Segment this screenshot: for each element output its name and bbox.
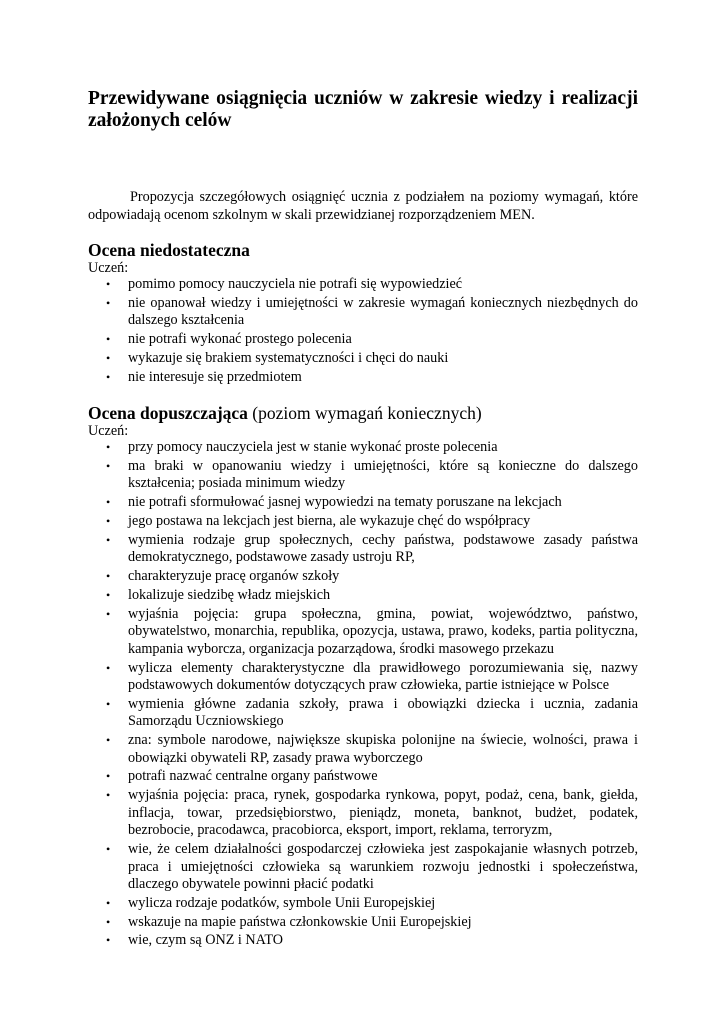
bullet-icon: • (106, 733, 111, 748)
list-item-text: wie, czym są ONZ i NATO (128, 932, 283, 949)
bullet-icon: • (106, 458, 111, 473)
list-item (88, 331, 638, 349)
bullet-icon: • (106, 332, 111, 347)
bullet-icon: • (106, 788, 111, 803)
list-item (88, 914, 638, 932)
list-item (88, 895, 638, 913)
requirements-list (88, 276, 638, 386)
section-heading-label: Ocena dopuszczająca (88, 403, 248, 424)
list-item (88, 513, 638, 531)
list-item-text: wymienia główne zadania szkoły, prawa i obowiązki dziecka i ucznia, zadania Samorządu Uczniowskiego (128, 695, 638, 730)
list-item (88, 696, 638, 731)
section-lead: Uczeń: (88, 260, 129, 276)
bullet-icon: • (106, 514, 111, 529)
section-heading-label: Ocena niedostateczna (88, 240, 250, 260)
bullet-icon: • (106, 532, 111, 547)
section-heading (88, 403, 638, 423)
section-heading-note: (poziom wymagań koniecznych) (247, 403, 482, 424)
bullet-icon: • (106, 495, 111, 510)
bullet-icon: • (106, 914, 111, 929)
list-item-text: charakteryzuje pracę organów szkoły (128, 568, 340, 585)
list-item (88, 660, 638, 695)
list-item (88, 932, 638, 950)
bullet-icon: • (106, 606, 111, 621)
list-item (88, 568, 638, 586)
section-ocena-niedostateczna (88, 240, 638, 386)
list-item-text: wykazuje się brakiem systematyczności i chęci do nauki (128, 349, 449, 366)
list-item (88, 532, 638, 567)
list-item-text: nie potrafi sformułować jasnej wypowiedzi na tematy poruszane na lekcjach (128, 494, 562, 511)
section-ocena-dopuszczajaca (88, 403, 638, 950)
list-item-text: pomimo pomocy nauczyciela nie potrafi się wypowiedzieć (128, 276, 463, 292)
list-item (88, 787, 638, 840)
list-item-text: wyjaśnia pojęcia: grupa społeczna, gmina, powiat, województwo, państwo, obywatelstwo, monarchia, republika, opozycja, ustawa, prawo, kodeks, partia polityczna, kampania wyborcza, organizacja pozarządowa, środki masowego przekazu (128, 605, 638, 657)
bullet-icon: • (106, 769, 111, 784)
list-item-text: przy pomocy nauczyciela jest w stanie wykonać proste polecenia (128, 439, 498, 456)
list-item-text: nie opanował wiedzy i umiejętności w zakresie wymagań koniecznych niezbędnych do dalszego kształcenia (128, 294, 638, 329)
list-item-text: wylicza elementy charakterystyczne dla prawidłowego porozumiewania się, nazwy podstawowych dokumentów dotyczących praw człowieka, partie istniejące w Polsce (128, 659, 638, 694)
document-title: Przewidywane osiągnięcia uczniów w zakresie wiedzy i realizacji założonych celów (88, 88, 638, 131)
bullet-icon: • (106, 660, 111, 675)
list-item (88, 276, 638, 294)
document-page (88, 88, 638, 951)
section-heading (88, 240, 638, 260)
list-item (88, 768, 638, 786)
list-item-text: wskazuje na mapie państwa członkowskie Unii Europejskiej (128, 913, 472, 930)
list-item-text: lokalizuje siedzibę władz miejskich (128, 586, 331, 603)
bullet-icon: • (106, 895, 111, 910)
list-item (88, 606, 638, 659)
list-item-text: wylicza rodzaje podatków, symbole Unii Europejskiej (128, 894, 436, 911)
bullet-icon: • (106, 277, 111, 291)
bullet-icon: • (106, 569, 111, 584)
list-item (88, 587, 638, 605)
list-item-text: jego postawa na lekcjach jest bierna, ale wykazuje chęć do współpracy (128, 513, 531, 530)
section-lead: Uczeń: (88, 423, 129, 440)
list-item (88, 494, 638, 512)
list-item-text: ma braki w opanowaniu wiedzy i umiejętności, które są konieczne do dalszego kształcenia; posiada minimum wiedzy (128, 457, 638, 492)
requirements-list (88, 439, 638, 950)
list-item-text: potrafi nazwać centralne organy państwowe (128, 768, 378, 785)
list-item-text: wie, że celem działalności gospodarczej człowieka jest zaspokajanie własnych potrzeb, praca i umiejętności człowieka są warunkiem rozwoju jednostki i społeczeństwa, dlaczego obywatele powinni płacić podatki (128, 841, 638, 893)
list-item-text: nie interesuje się przedmiotem (128, 368, 302, 385)
bullet-icon: • (106, 842, 111, 857)
bullet-icon: • (106, 587, 111, 602)
bullet-icon: • (106, 350, 111, 365)
list-item (88, 295, 638, 330)
list-item (88, 732, 638, 767)
list-item-text: zna: symbole narodowe, największe skupiska polonijne na świecie, wolności, prawa i obowiązki obywateli RP, zasady prawa wyborczego (128, 732, 638, 766)
intro-paragraph: Propozycja szczegółowych osiągnięć ucznia z podziałem na poziomy wymagań, które odpowiadają ocenom szkolnym w skali przewidzianej rozporządzeniem MEN. (88, 189, 638, 223)
list-item (88, 841, 638, 894)
bullet-icon: • (106, 295, 111, 310)
list-item-text: wymienia rodzaje grup społecznych, cechy państwa, podstawowe zasady państwa demokratycznego, podstawowe zasady ustroju RP, (128, 531, 638, 566)
bullet-icon: • (106, 440, 111, 455)
list-item (88, 369, 638, 387)
list-item-text: nie potrafi wykonać prostego polecenia (128, 331, 352, 348)
list-item (88, 350, 638, 368)
bullet-icon: • (106, 696, 111, 711)
bullet-icon: • (106, 369, 111, 384)
list-item (88, 458, 638, 493)
list-item (88, 439, 638, 457)
list-item-text: wyjaśnia pojęcia: praca, rynek, gospodarka rynkowa, popyt, podaż, cena, bank, giełda, inflacja, towar, przedsiębiorstwo, pieniądz, moneta, banknot, budżet, podatek, bezrobocie, pracodawca, pracobiorca, eksport, import, reklama, terroryzm, (128, 787, 638, 839)
bullet-icon: • (106, 933, 111, 948)
